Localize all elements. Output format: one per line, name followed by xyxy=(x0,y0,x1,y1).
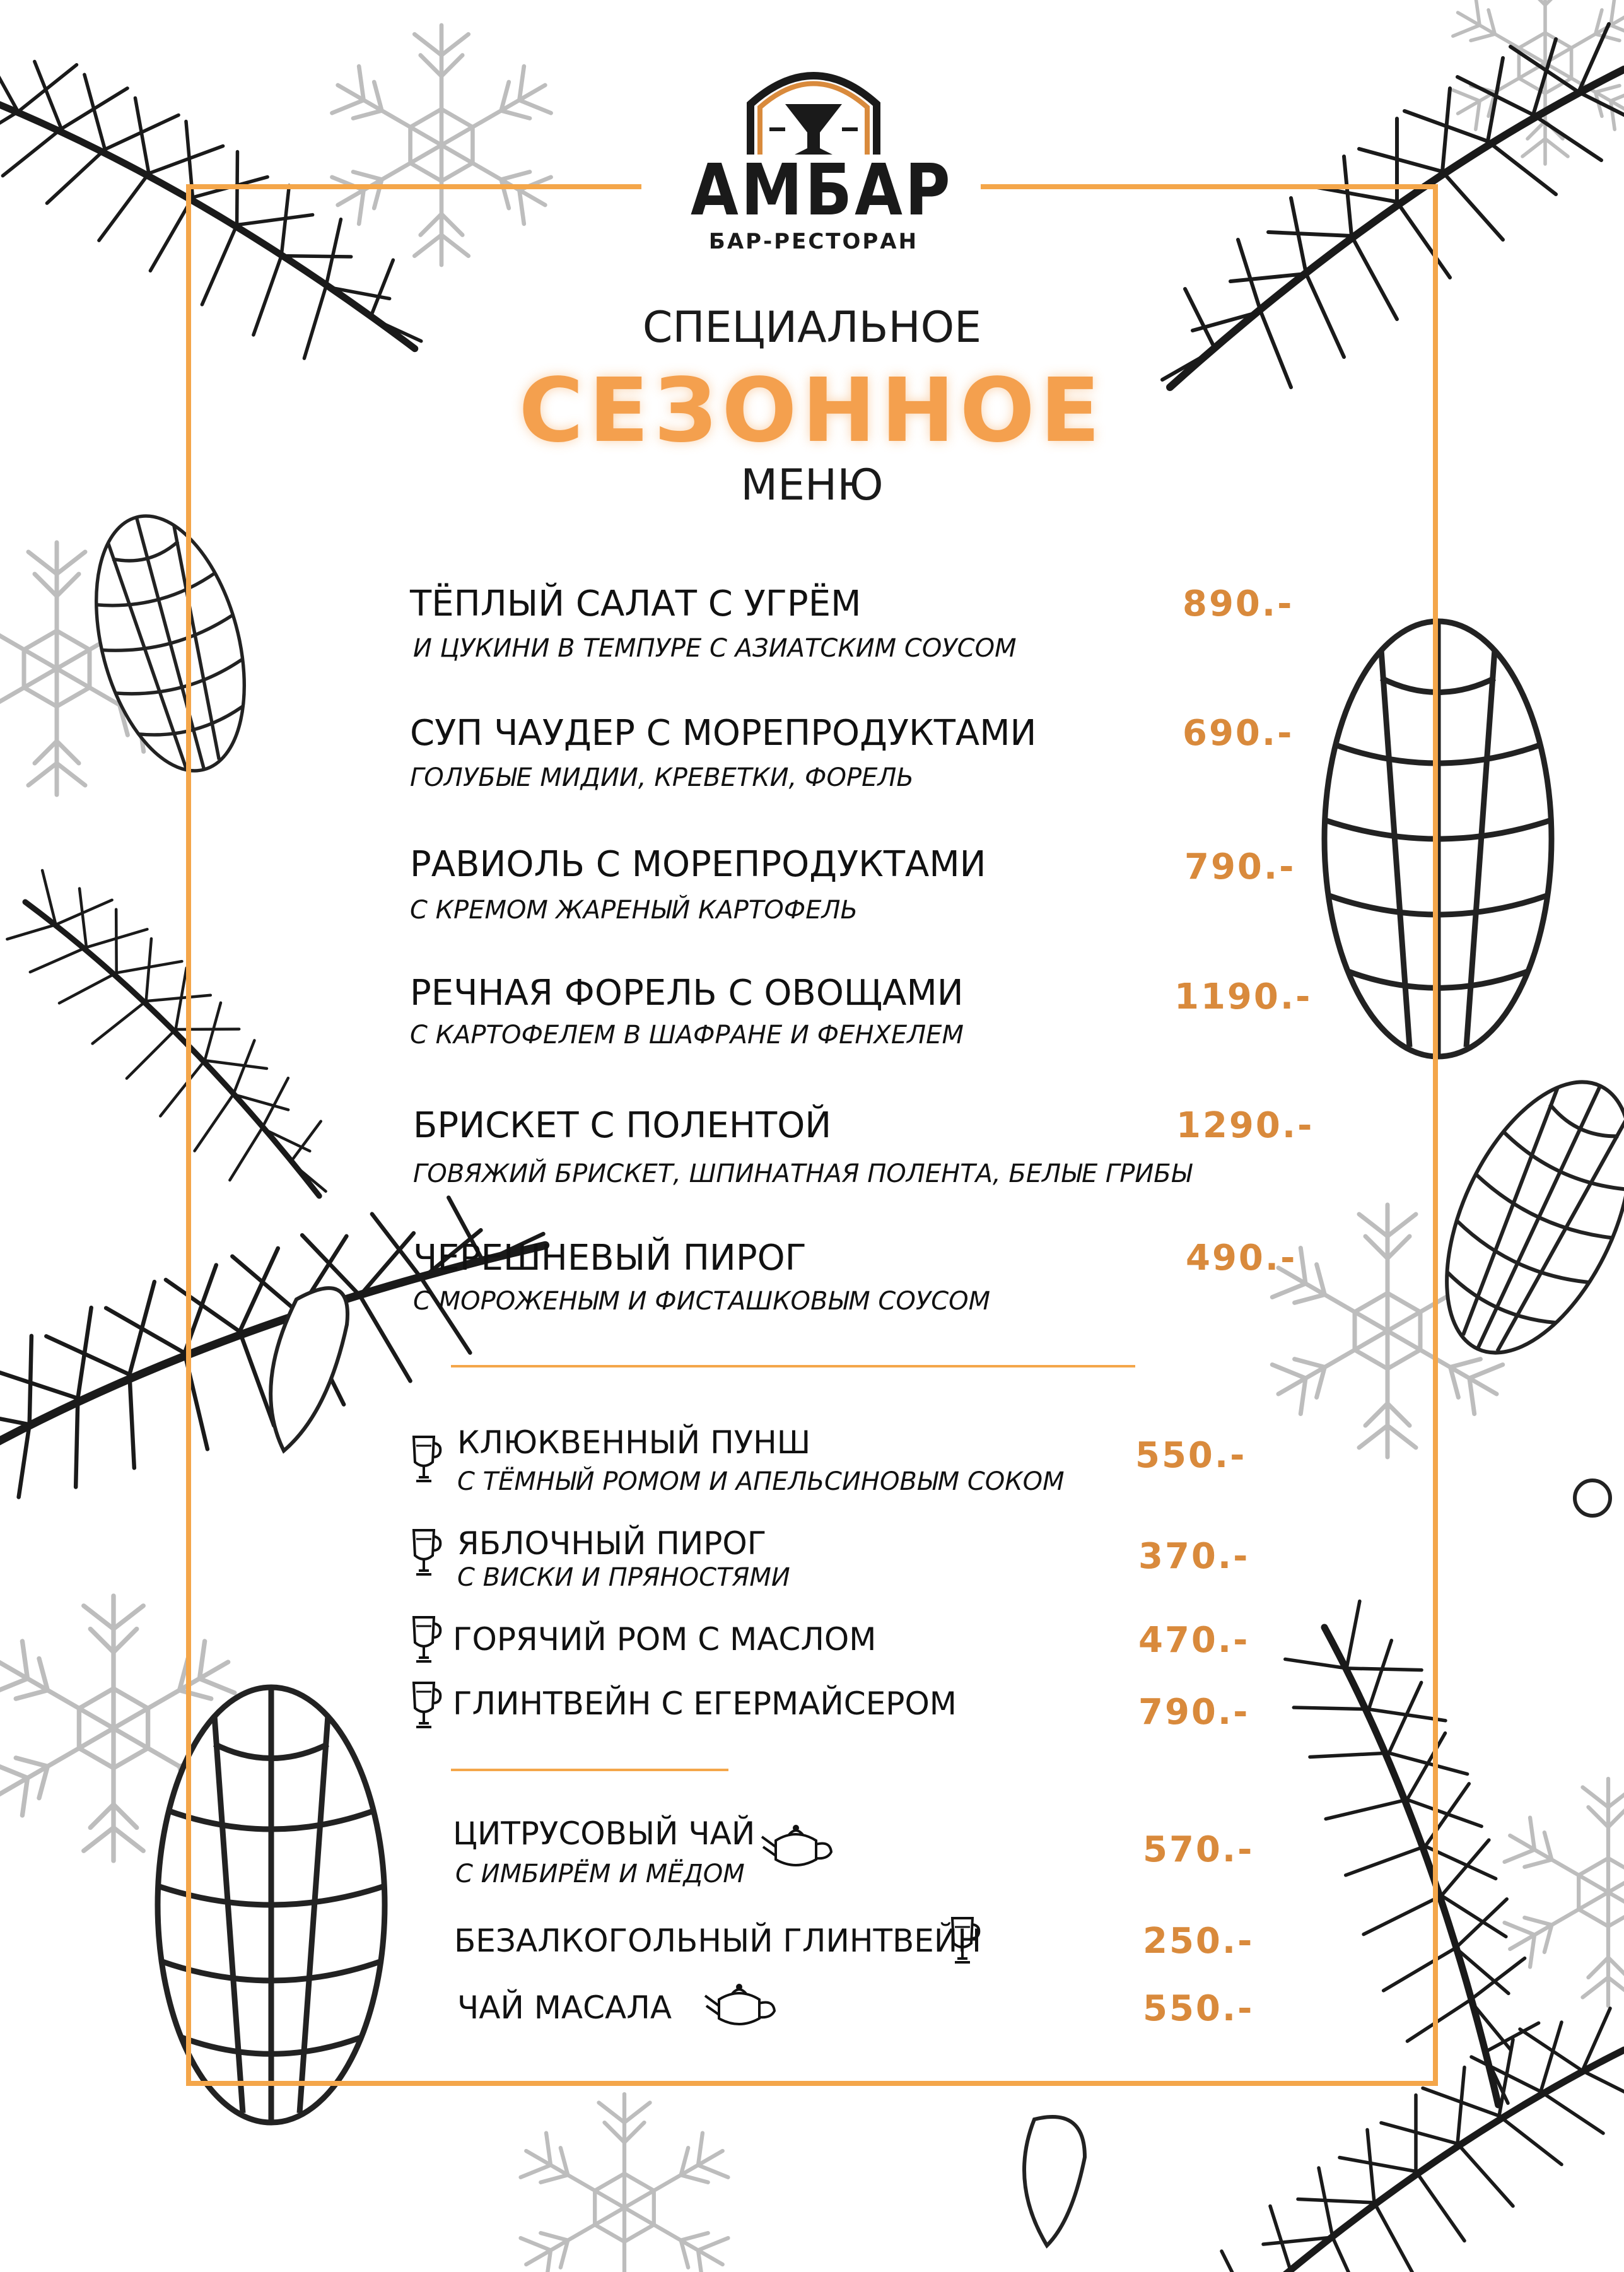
drink-price: 470.- xyxy=(1138,1620,1250,1661)
dish-description: С КРЕМОМ ЖАРЕНЫЙ КАРТОФЕЛЬ xyxy=(410,896,858,925)
tea-price: 570.- xyxy=(1143,1829,1254,1870)
tea-price: 250.- xyxy=(1143,1921,1254,1962)
mulled-glass-icon xyxy=(409,1526,443,1579)
drink-name: КЛЮКВЕННЫЙ ПУНШ xyxy=(457,1424,811,1461)
heading-menu: МЕНЮ xyxy=(740,460,884,510)
dish-name: РАВИОЛЬ С МОРЕПРОДУКТАМИ xyxy=(410,844,986,885)
teapot-icon xyxy=(700,1981,779,2032)
dish-description: С КАРТОФЕЛЕМ В ШАФРАНЕ И ФЕНХЕЛЕМ xyxy=(410,1021,964,1050)
tea-name: ЧАЙ МАСАЛА xyxy=(457,1989,672,2026)
mulled-glass-icon xyxy=(409,1679,443,1732)
dish-name: ТЁПЛЫЙ САЛАТ С УГРЁМ xyxy=(410,583,862,624)
drink-price: 550.- xyxy=(1135,1435,1247,1476)
dish-price: 890.- xyxy=(1183,583,1294,624)
drink-price: 370.- xyxy=(1138,1536,1250,1577)
dish-description: И ЦУКИНИ В ТЕМПУРЕ С АЗИАТСКИМ СОУСОМ xyxy=(413,634,1017,663)
brand-name: АМБАР xyxy=(691,149,953,232)
barn-logo-icon xyxy=(691,60,937,161)
dish-price: 1190.- xyxy=(1174,976,1312,1017)
teapot-icon xyxy=(757,1822,836,1873)
dish-name: ЧЕРЕШНЕВЫЙ ПИРОГ xyxy=(413,1238,807,1279)
drink-name: ЯБЛОЧНЫЙ ПИРОГ xyxy=(457,1525,767,1562)
dish-name: СУП ЧАУДЕР С МОРЕПРОДУКТАМИ xyxy=(410,713,1037,754)
dish-description: С МОРОЖЕНЫМ И ФИСТАШКОВЫМ СОУСОМ xyxy=(413,1287,991,1316)
dish-description: ГОВЯЖИЙ БРИСКЕТ, ШПИНАТНАЯ ПОЛЕНТА, БЕЛЫЕ ГРИБЫ xyxy=(413,1159,1192,1188)
heading-seasonal: СЕЗОННОЕ xyxy=(518,360,1106,462)
dish-price: 790.- xyxy=(1184,846,1296,887)
frame-bottom xyxy=(186,2081,1438,2086)
tea-name: БЕЗАЛКОГОЛЬНЫЙ ГЛИНТВЕЙН xyxy=(454,1923,981,1959)
drink-name: ГЛИНТВЕЙН С ЕГЕРМАЙСЕРОМ xyxy=(453,1685,957,1722)
drink-description: С ВИСКИ И ПРЯНОСТЯМИ xyxy=(457,1563,790,1592)
tea-description: С ИМБИРЁМ И МЁДОМ xyxy=(455,1859,745,1888)
frame-top-left xyxy=(186,184,641,189)
tea-price: 550.- xyxy=(1143,1988,1254,2029)
section-divider xyxy=(451,1769,728,1771)
drink-description: С ТЁМНЫЙ РОМОМ И АПЕЛЬСИНОВЫМ СОКОМ xyxy=(457,1467,1065,1496)
dish-description: ГОЛУБЫЕ МИДИИ, КРЕВЕТКИ, ФОРЕЛЬ xyxy=(410,763,914,792)
dish-price: 490.- xyxy=(1186,1238,1297,1279)
dish-name: БРИСКЕТ С ПОЛЕНТОЙ xyxy=(413,1105,832,1146)
dish-price: 1290.- xyxy=(1176,1105,1314,1146)
drink-price: 790.- xyxy=(1138,1692,1250,1733)
mulled-glass-icon xyxy=(947,1914,981,1967)
tea-name: ЦИТРУСОВЫЙ ЧАЙ xyxy=(453,1815,756,1852)
heading-line-1: СПЕЦИАЛЬНОЕ xyxy=(642,303,982,353)
dish-name: РЕЧНАЯ ФОРЕЛЬ С ОВОЩАМИ xyxy=(410,973,964,1014)
logo xyxy=(691,60,953,262)
frame-top-right xyxy=(981,184,1438,189)
brand-subtitle: БАР-РЕСТОРАН xyxy=(708,229,919,254)
mulled-glass-icon xyxy=(409,1433,443,1486)
section-divider xyxy=(451,1365,1135,1367)
drink-name: ГОРЯЧИЙ РОМ С МАСЛОМ xyxy=(453,1621,877,1658)
mulled-glass-icon xyxy=(409,1613,443,1666)
dish-price: 690.- xyxy=(1183,713,1294,754)
